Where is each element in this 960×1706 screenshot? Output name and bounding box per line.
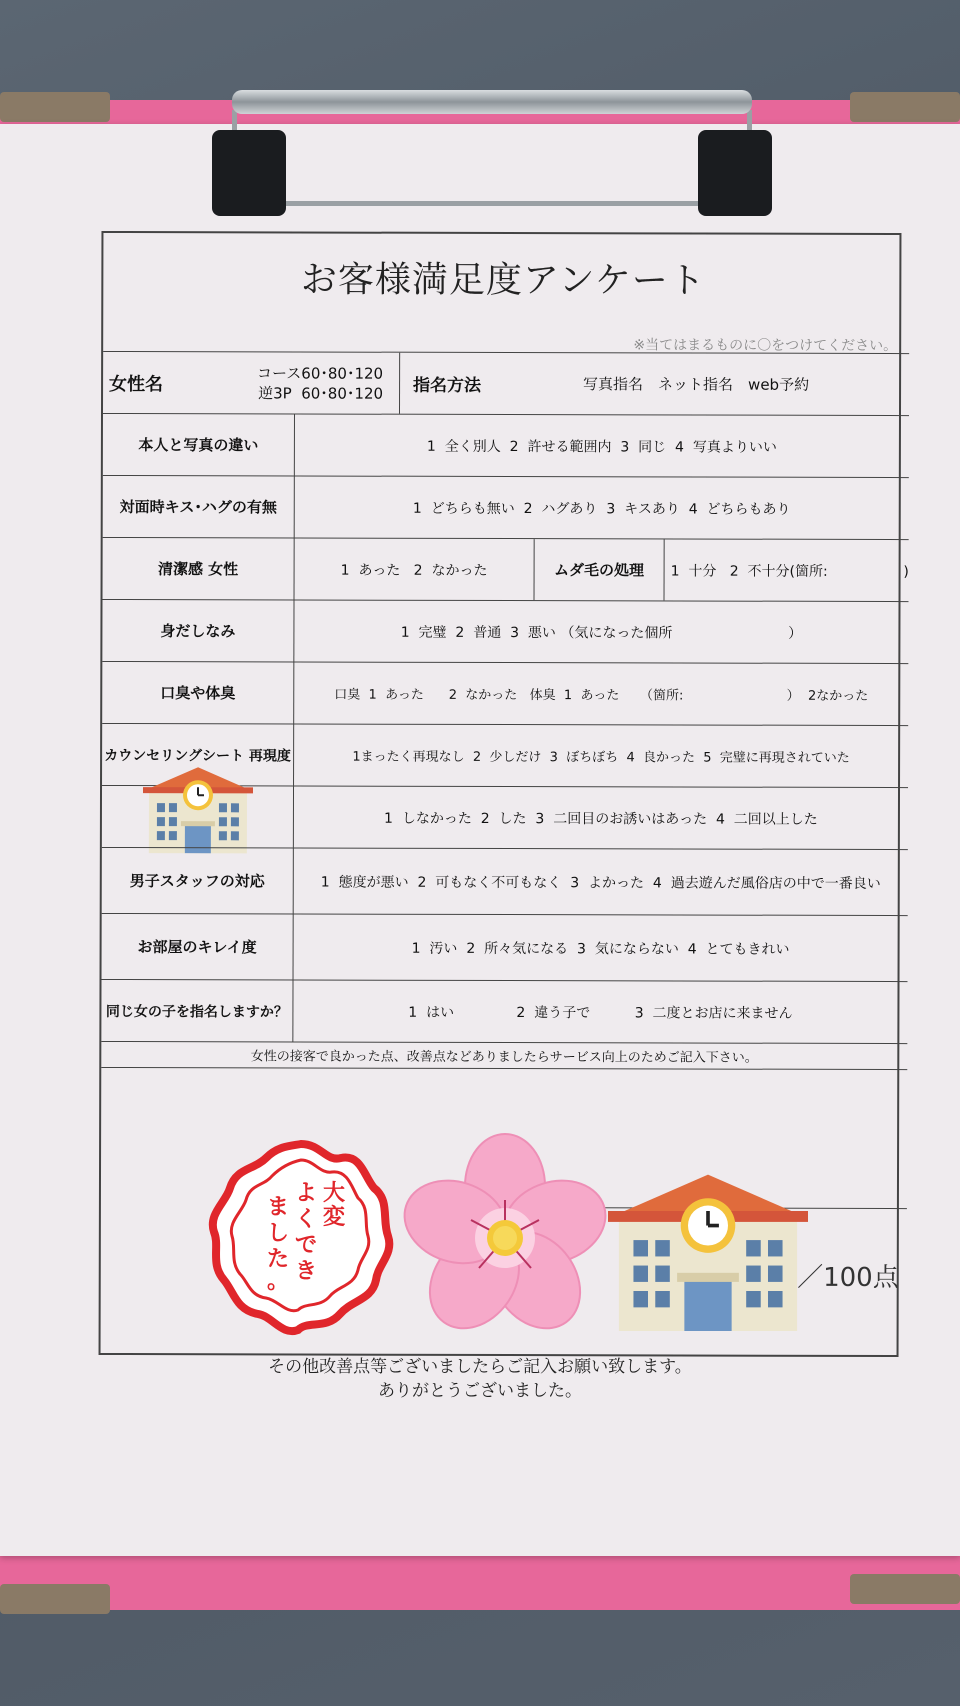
comment-prompt-row bbox=[101, 1041, 907, 1069]
clipboard-corner bbox=[0, 1584, 110, 1614]
teacher-stamp bbox=[206, 1136, 396, 1336]
question-label: 身だしなみ bbox=[102, 600, 294, 662]
question-row bbox=[102, 599, 908, 663]
clipboard-corner bbox=[0, 92, 110, 122]
nomination-options: 写真指名 ネット指名 web予約 bbox=[583, 375, 810, 394]
answer-options: 口臭 1 あった 2 なかった 体臭 1 あった （箇所: ） 2なかった bbox=[334, 687, 869, 704]
clip-wire bbox=[232, 110, 752, 206]
clip-foot bbox=[212, 130, 286, 216]
school-icon bbox=[142, 763, 252, 855]
answer-options: 1 はい 2 違う子で 3 二度とお店に来ません bbox=[408, 1004, 793, 1022]
question-row bbox=[102, 847, 908, 915]
question-label: 男子スタッフの対応 bbox=[102, 848, 294, 914]
svg-text:で: で bbox=[294, 1233, 318, 1258]
question-row bbox=[102, 661, 908, 725]
question-row bbox=[103, 537, 909, 601]
answer-options: 1 完璧 2 普通 3 悪い （気になった個所 ） bbox=[400, 624, 803, 642]
question-label: カウンセリングシート 再現度 bbox=[102, 724, 294, 786]
school-icon bbox=[608, 1166, 808, 1336]
question-label-covered bbox=[102, 786, 294, 848]
question-row bbox=[102, 913, 908, 981]
question-label: 清潔感 女性 bbox=[103, 538, 295, 600]
nomination-label: 指名方法 bbox=[413, 375, 482, 396]
footer-line-2: ありがとうございました。 bbox=[378, 1381, 582, 1401]
answer-options: 1 全く別人 2 許せる範囲内 3 同じ 4 写真よりいい bbox=[426, 438, 777, 456]
hair-options: 1 十分 2 不十分(箇所: ) bbox=[670, 562, 909, 580]
svg-text:大: 大 bbox=[322, 1181, 346, 1206]
svg-text:変: 変 bbox=[322, 1205, 346, 1230]
answer-options: 1 態度が悪い 2 可もなく不可もなく 3 よかった 4 過去遊んだ風俗店の中で一番良い bbox=[320, 874, 881, 892]
question-label: お部屋のキレイ度 bbox=[102, 914, 294, 980]
clipboard-corner bbox=[850, 1574, 960, 1604]
answer-options: 1まったく再現なし 2 少しだけ 3 ぼちぼち 4 良かった 5 完璧に再現されていた bbox=[352, 749, 850, 766]
question-row bbox=[101, 979, 907, 1043]
clipboard-corner bbox=[850, 92, 960, 122]
score-label: ／100点 bbox=[797, 1262, 899, 1294]
svg-text:。: 。 bbox=[266, 1269, 290, 1294]
clip-foot bbox=[698, 130, 772, 216]
course-options bbox=[253, 352, 383, 413]
question-row bbox=[103, 475, 909, 539]
question-label: 本人と写真の違い bbox=[103, 414, 295, 476]
clip-bar bbox=[232, 90, 752, 114]
answer-options: 1 汚い 2 所々気になる 3 気にならない 4 とてもきれい bbox=[411, 940, 790, 958]
girl-name-label: 女性名 bbox=[109, 373, 164, 395]
divider bbox=[399, 353, 400, 414]
svg-text:ま: ま bbox=[266, 1195, 290, 1220]
question-label: 口臭や体臭 bbox=[102, 662, 294, 724]
answer-options: 1 しなかった 2 した 3 二回目のお誘いはあった 4 二回以上した bbox=[384, 810, 818, 828]
question-label: 同じ女の子を指名しますか？ bbox=[101, 980, 293, 1042]
footer-line-1: その他改善点等ございましたらご記入お願い致します。 bbox=[268, 1357, 692, 1377]
question-row bbox=[102, 785, 908, 849]
svg-text:き: き bbox=[294, 1259, 318, 1284]
question-label: 対面時キス･ハグの有無 bbox=[103, 476, 295, 538]
svg-text:よ: よ bbox=[294, 1181, 318, 1206]
svg-text:く: く bbox=[294, 1207, 318, 1232]
course-line-1: コース60･80･120 bbox=[257, 363, 384, 383]
instruction-note: ※当てはまるものに〇をつけてください。 bbox=[633, 337, 898, 355]
form-title: お客様満足度アンケート bbox=[300, 259, 706, 302]
header-row bbox=[103, 351, 909, 415]
svg-text:た: た bbox=[266, 1247, 290, 1272]
svg-text:し: し bbox=[266, 1221, 290, 1246]
hair-label: ムダ毛の処理 bbox=[535, 539, 665, 600]
answer-options: 1 あった 2 なかった bbox=[295, 538, 535, 600]
question-row bbox=[103, 413, 909, 477]
course-line-2: 逆3P 60･80･120 bbox=[258, 383, 384, 403]
answer-options: 1 どちらも無い 2 ハグあり 3 キスあり 4 どちらもあり bbox=[412, 500, 791, 518]
comment-prompt: 女性の接客で良かった点、改善点などありましたらサービス向上のためご記入下さい。 bbox=[250, 1049, 758, 1066]
cherry-blossom-icon bbox=[400, 1130, 610, 1340]
